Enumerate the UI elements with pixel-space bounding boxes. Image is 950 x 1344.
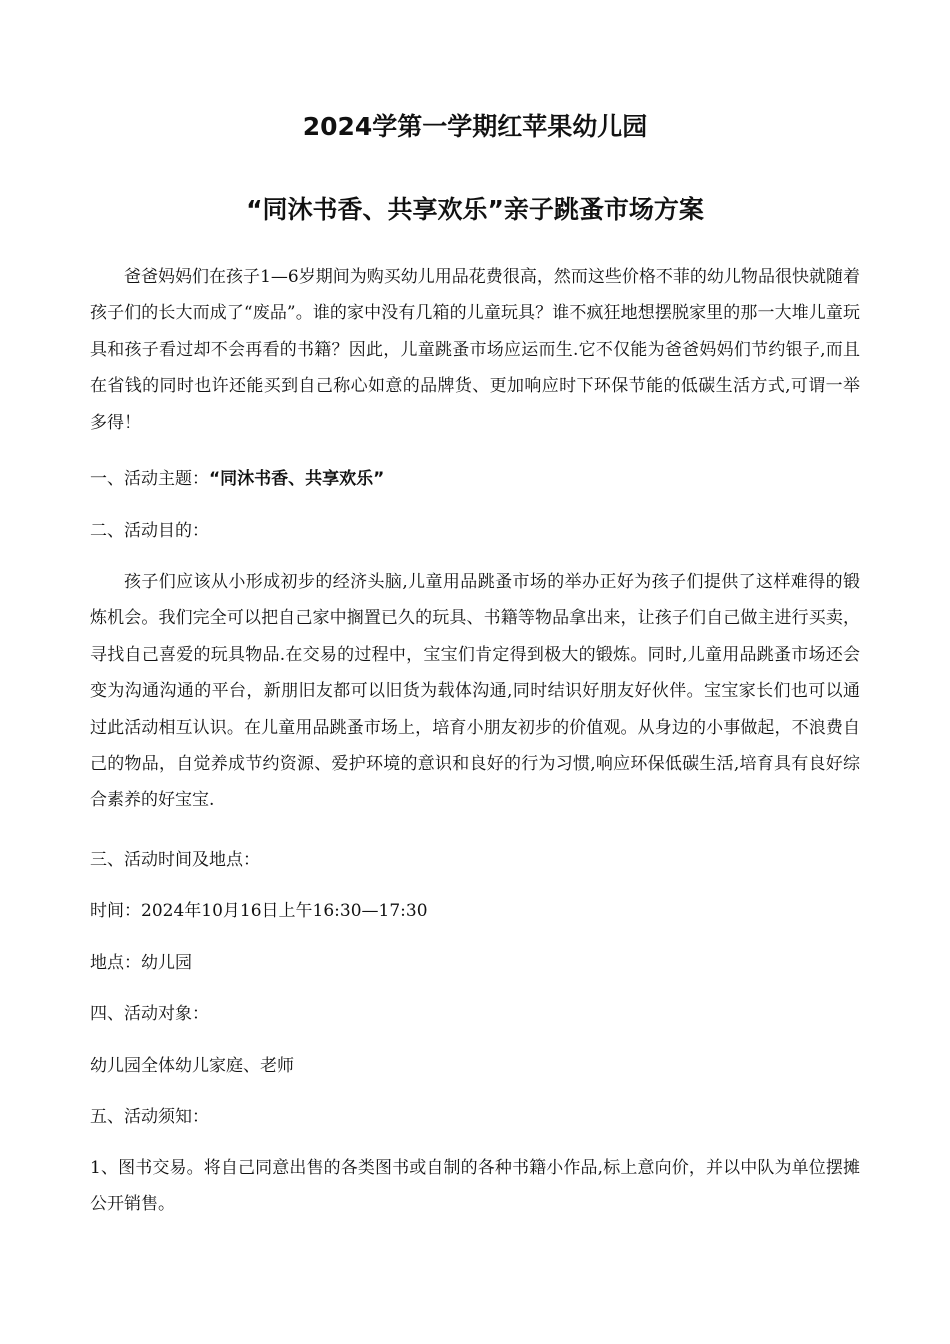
- section3-place: 地点：幼儿园: [90, 953, 192, 973]
- section3-heading: 三、活动时间及地点：: [90, 850, 260, 870]
- section5-heading: 五、活动须知：: [90, 1107, 209, 1127]
- section3-time: 时间：2024年10月16日上午16:30—17:30: [90, 901, 428, 921]
- intro-paragraph: 爸爸妈妈们在孩子1—6岁期间为购买幼儿用品花费很高，然而这些价格不菲的幼儿物品很快就随着孩子们的长大而成了“废品”。谁的家中没有几箱的儿童玩具？谁不疯狂地想摆脱家里的那一大堆儿童玩具和孩子看过却不会再看的书籍？因此，儿童跳蚤市场应运而生.它不仅能为爸爸妈妈们节约银子,而且在省钱的同时也许还能买到自己称心如意的品牌货、更加响应时下环保节能的低碳生活方式,可谓一举多得！: [90, 267, 860, 433]
- section1-label: 一、活动主题：: [90, 469, 209, 489]
- section1-heading: [90, 467, 860, 491]
- document-title-line2: “同沐书香、共享欢乐”亲子跳蚤市场方案: [246, 195, 704, 224]
- section2-body: 孩子们应该从小形成初步的经济头脑,儿童用品跳蚤市场的举办正好为孩子们提供了这样难得的锻炼机会。我们完全可以把自己家中搁置已久的玩具、书籍等物品拿出来，让孩子们自己做主进行买卖，寻找自己喜爱的玩具物品.在交易的过程中，宝宝们肯定得到极大的锻炼。同时,儿童用品跳蚤市场还会变为沟通沟通的平台，新朋旧友都可以旧货为载体沟通,同时结识好朋友好伙伴。宝宝家长们也可以通过此活动相互认识。在儿童用品跳蚤市场上，培育小朋友初步的价值观。从身边的小事做起，不浪费自己的物品，自觉养成节约资源、爱护环境的意识和良好的行为习惯,响应环保低碳生活,培育具有良好综合素养的好宝宝.: [90, 572, 860, 811]
- section4-heading: 四、活动对象：: [90, 1004, 209, 1024]
- section1-theme: “同沐书香、共享欢乐”: [209, 469, 385, 489]
- document-title-line1: 2024学第一学期红苹果幼儿园: [302, 112, 648, 141]
- section4-body: 幼儿园全体幼儿家庭、老师: [90, 1056, 294, 1076]
- section2-heading: 二、活动目的：: [90, 521, 209, 541]
- section5-item-1: 1、图书交易。将自己同意出售的各类图书或自制的各种书籍小作品,标上意向价，并以中队为单位摆摊公开销售。: [90, 1158, 860, 1215]
